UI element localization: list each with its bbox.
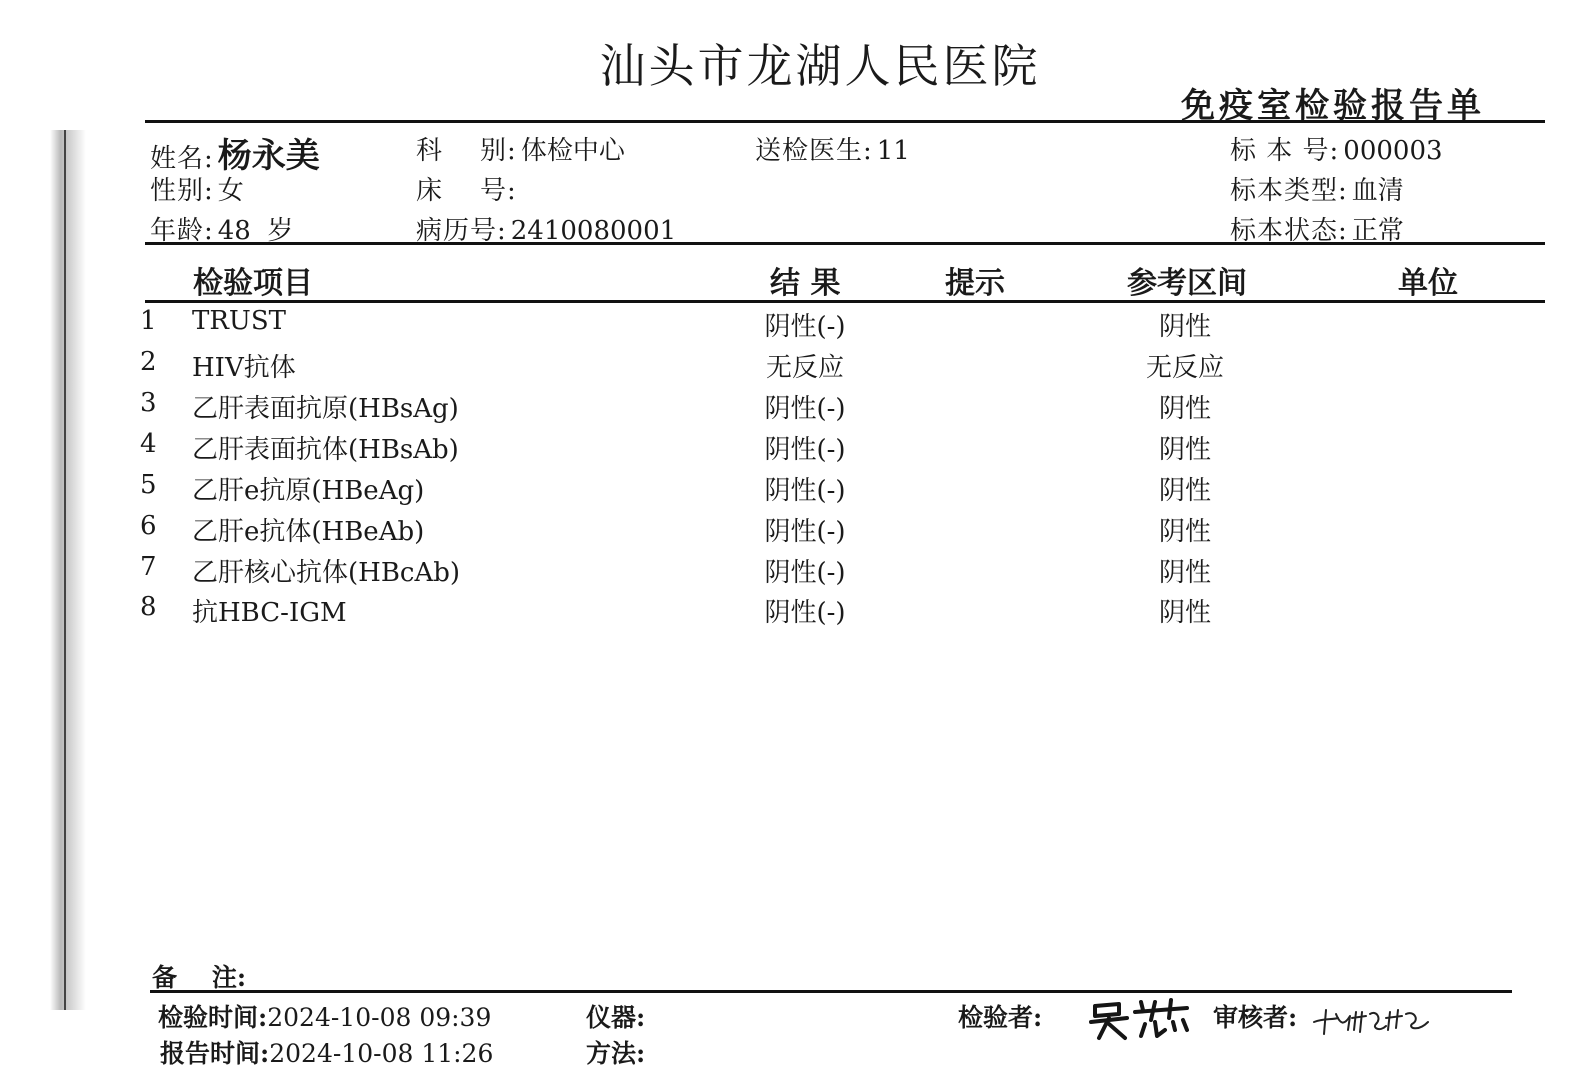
remarks xyxy=(152,958,246,994)
sample-number-label: 标 本 号: xyxy=(1230,136,1340,166)
report-type: 免疫室检验报告单 xyxy=(1181,86,1485,126)
test-result: 阴性(-) xyxy=(764,598,846,628)
referring-doctor-label: 送检医生: xyxy=(755,136,873,166)
test-result: 阴性(-) xyxy=(764,476,846,506)
report-time-value: 2024-10-08 11:26 xyxy=(269,1039,494,1068)
test-result: 阴性(-) xyxy=(764,558,846,588)
bed-number-label: 床 号: xyxy=(416,176,517,206)
table-row xyxy=(0,470,1585,510)
row-number: 8 xyxy=(140,592,157,622)
test-time xyxy=(158,998,491,1034)
method xyxy=(586,1034,645,1070)
reference-range: 无反应 xyxy=(1145,353,1224,383)
test-item: TRUST xyxy=(192,306,286,336)
table-row xyxy=(0,347,1585,387)
hospital-name: 汕头市龙湖人民医院 xyxy=(599,39,1041,93)
test-item: 乙肝e抗原(HBeAg) xyxy=(192,476,425,506)
reference-range: 阴性 xyxy=(1158,517,1211,547)
column-header-result: 结 果 xyxy=(770,266,841,301)
patient-name-label: 姓名: xyxy=(150,144,214,174)
table-row xyxy=(0,592,1585,632)
referring-doctor xyxy=(755,130,910,167)
column-header-item: 检验项目 xyxy=(193,266,313,301)
patient-age-label: 年龄: xyxy=(150,216,214,246)
test-result: 阴性(-) xyxy=(764,394,846,424)
test-result: 阴性(-) xyxy=(764,312,846,342)
reference-range: 阴性 xyxy=(1158,435,1211,465)
department-label: 科 别: xyxy=(416,136,517,166)
patient-gender-value: 女 xyxy=(217,176,244,206)
test-time-value: 2024-10-08 09:39 xyxy=(267,1003,492,1032)
sample-type-label: 标本类型: xyxy=(1230,176,1348,206)
column-header-unit: 单位 xyxy=(1398,266,1458,301)
sample-state-value: 正常 xyxy=(1351,216,1404,246)
reviewer-signature-image xyxy=(1310,1000,1435,1038)
info-bottom-rule xyxy=(145,242,1545,245)
bed-number xyxy=(416,170,521,207)
patient-age-unit: 岁 xyxy=(267,216,294,246)
tester-signature-image xyxy=(1085,996,1195,1044)
table-row xyxy=(0,388,1585,428)
row-number: 3 xyxy=(140,388,157,418)
test-result: 无反应 xyxy=(765,353,844,383)
test-item: 乙肝核心抗体(HBcAb) xyxy=(192,558,461,588)
row-number: 7 xyxy=(140,552,157,582)
tester-label: 检验者: xyxy=(958,1003,1043,1032)
column-header-hint: 提示 xyxy=(945,266,1005,301)
test-result: 阴性(-) xyxy=(764,435,846,465)
reviewer xyxy=(1213,998,1297,1034)
patient-gender-label: 性别: xyxy=(150,176,214,206)
header-top-rule xyxy=(145,120,1545,123)
tester xyxy=(958,998,1042,1034)
table-row xyxy=(0,552,1585,592)
table-row xyxy=(0,429,1585,469)
test-item: 乙肝表面抗体(HBsAb) xyxy=(192,435,459,465)
table-row xyxy=(0,306,1585,346)
reviewer-label: 审核者: xyxy=(1213,1003,1298,1032)
report-time xyxy=(160,1034,493,1070)
row-number: 5 xyxy=(140,470,157,500)
table-header-rule xyxy=(145,300,1545,303)
department xyxy=(416,130,625,167)
test-item: 抗HBC-IGM xyxy=(192,598,347,628)
instrument xyxy=(586,998,645,1034)
row-number: 1 xyxy=(140,306,157,336)
reference-range: 阴性 xyxy=(1158,558,1211,588)
table-row xyxy=(0,511,1585,551)
test-item: 乙肝e抗体(HBeAb) xyxy=(192,517,425,547)
test-item: 乙肝表面抗原(HBsAg) xyxy=(192,394,459,424)
department-value: 体检中心 xyxy=(520,136,625,166)
method-label: 方法: xyxy=(586,1039,646,1068)
patient-name-value: 杨永美 xyxy=(217,136,320,176)
sample-type-value: 血清 xyxy=(1351,176,1404,206)
row-number: 6 xyxy=(140,511,157,541)
medical-record-label: 病历号: xyxy=(416,216,507,246)
test-time-label: 检验时间: xyxy=(158,1003,268,1032)
patient-gender xyxy=(150,170,244,207)
footer-rule xyxy=(150,990,1512,993)
sample-number xyxy=(1230,130,1443,167)
sample-state-label: 标本状态: xyxy=(1230,216,1348,246)
row-number: 2 xyxy=(140,347,157,377)
instrument-label: 仪器: xyxy=(586,1003,646,1032)
reference-range: 阴性 xyxy=(1158,312,1211,342)
row-number: 4 xyxy=(140,429,157,459)
medical-record-value: 2410080001 xyxy=(510,216,677,246)
column-header-reference: 参考区间 xyxy=(1127,266,1247,301)
referring-doctor-value: 11 xyxy=(876,136,910,166)
reference-range: 阴性 xyxy=(1158,394,1211,424)
test-item: HIV抗体 xyxy=(192,353,296,383)
report-time-label: 报告时间: xyxy=(160,1039,270,1068)
reference-range: 阴性 xyxy=(1158,598,1211,628)
sample-type xyxy=(1230,170,1404,207)
reference-range: 阴性 xyxy=(1158,476,1211,506)
sample-number-value: 000003 xyxy=(1343,136,1443,166)
test-result: 阴性(-) xyxy=(764,517,846,547)
patient-age-value: 48 xyxy=(217,216,251,246)
remarks-label: 备 注: xyxy=(152,963,247,992)
